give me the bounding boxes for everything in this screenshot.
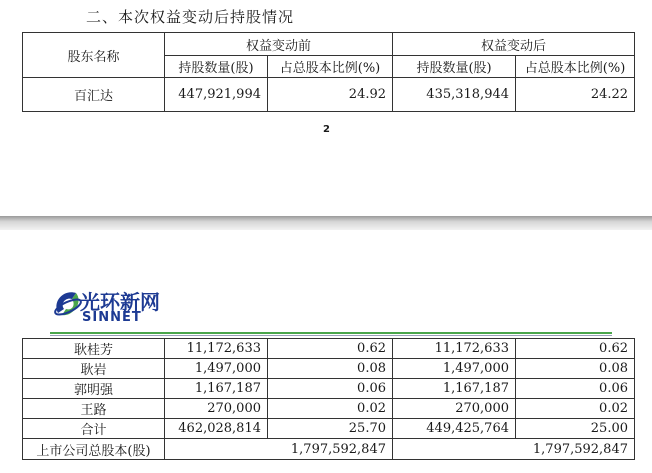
- cell-before-ratio: 0.08: [268, 359, 393, 379]
- header-after-ratio: 占总股本比例(%): [516, 56, 635, 78]
- cell-name: 百汇达: [23, 78, 165, 112]
- cell-after-ratio: 24.22: [516, 78, 635, 112]
- cell-before-ratio: 0.62: [268, 339, 393, 359]
- section-title: 二、本次权益变动后持股情况: [86, 8, 295, 26]
- cell-before-shares: 270,000: [165, 399, 268, 419]
- table-row: [23, 399, 635, 419]
- page-number: 2: [323, 124, 330, 135]
- total-shares-row: [23, 439, 635, 460]
- total-before: 1,797,592,847: [165, 439, 393, 460]
- header-before-ratio: 占总股本比例(%): [268, 56, 393, 78]
- cell-name: 郭明强: [23, 379, 165, 399]
- cell-after-ratio: 0.06: [516, 379, 635, 399]
- cell-before-shares: 1,497,000: [165, 359, 268, 379]
- cell-before-shares: 447,921,994: [165, 78, 268, 112]
- logo-text-cn: 光环新网: [80, 290, 160, 314]
- cell-after-shares: 270,000: [393, 399, 516, 419]
- table-row: [23, 419, 635, 439]
- cell-before-shares: 462,028,814: [165, 419, 268, 439]
- cell-before-shares: 1,167,187: [165, 379, 268, 399]
- cell-before-ratio: 0.06: [268, 379, 393, 399]
- table-row: [23, 339, 635, 359]
- cell-after-shares: 1,167,187: [393, 379, 516, 399]
- logo-text-en: SINNET: [82, 310, 142, 325]
- table-row: [23, 78, 635, 112]
- header-before-shares: 持股数量(股): [165, 56, 268, 78]
- table-row: [23, 379, 635, 399]
- header-before-change: 权益变动前: [165, 33, 393, 56]
- cell-name: 王路: [23, 399, 165, 419]
- cell-after-shares: 11,172,633: [393, 339, 516, 359]
- table-row: [23, 359, 635, 379]
- cell-after-ratio: 0.02: [516, 399, 635, 419]
- cell-after-shares: 435,318,944: [393, 78, 516, 112]
- header-shareholder-name: 股东名称: [23, 33, 165, 78]
- shareholding-table-bottom: [22, 338, 635, 460]
- cell-before-ratio: 24.92: [268, 78, 393, 112]
- cell-after-shares: 1,497,000: [393, 359, 516, 379]
- total-shares-label: 上市公司总股本(股): [23, 439, 165, 460]
- cell-before-ratio: 0.02: [268, 399, 393, 419]
- logo-divider: [50, 332, 612, 334]
- cell-before-ratio: 25.70: [268, 419, 393, 439]
- total-after: 1,797,592,847: [393, 439, 635, 460]
- cell-after-shares: 449,425,764: [393, 419, 516, 439]
- shareholding-table-top: [22, 32, 635, 112]
- page-separator: [0, 216, 652, 230]
- logo-divider-thin: [50, 335, 612, 336]
- cell-after-ratio: 0.08: [516, 359, 635, 379]
- cell-after-ratio: 25.00: [516, 419, 635, 439]
- cell-name: 合计: [23, 419, 165, 439]
- cell-name: 耿岩: [23, 359, 165, 379]
- header-after-shares: 持股数量(股): [393, 56, 516, 78]
- cell-name: 耿桂芳: [23, 339, 165, 359]
- header-after-change: 权益变动后: [393, 33, 635, 56]
- cell-after-ratio: 0.62: [516, 339, 635, 359]
- cell-before-shares: 11,172,633: [165, 339, 268, 359]
